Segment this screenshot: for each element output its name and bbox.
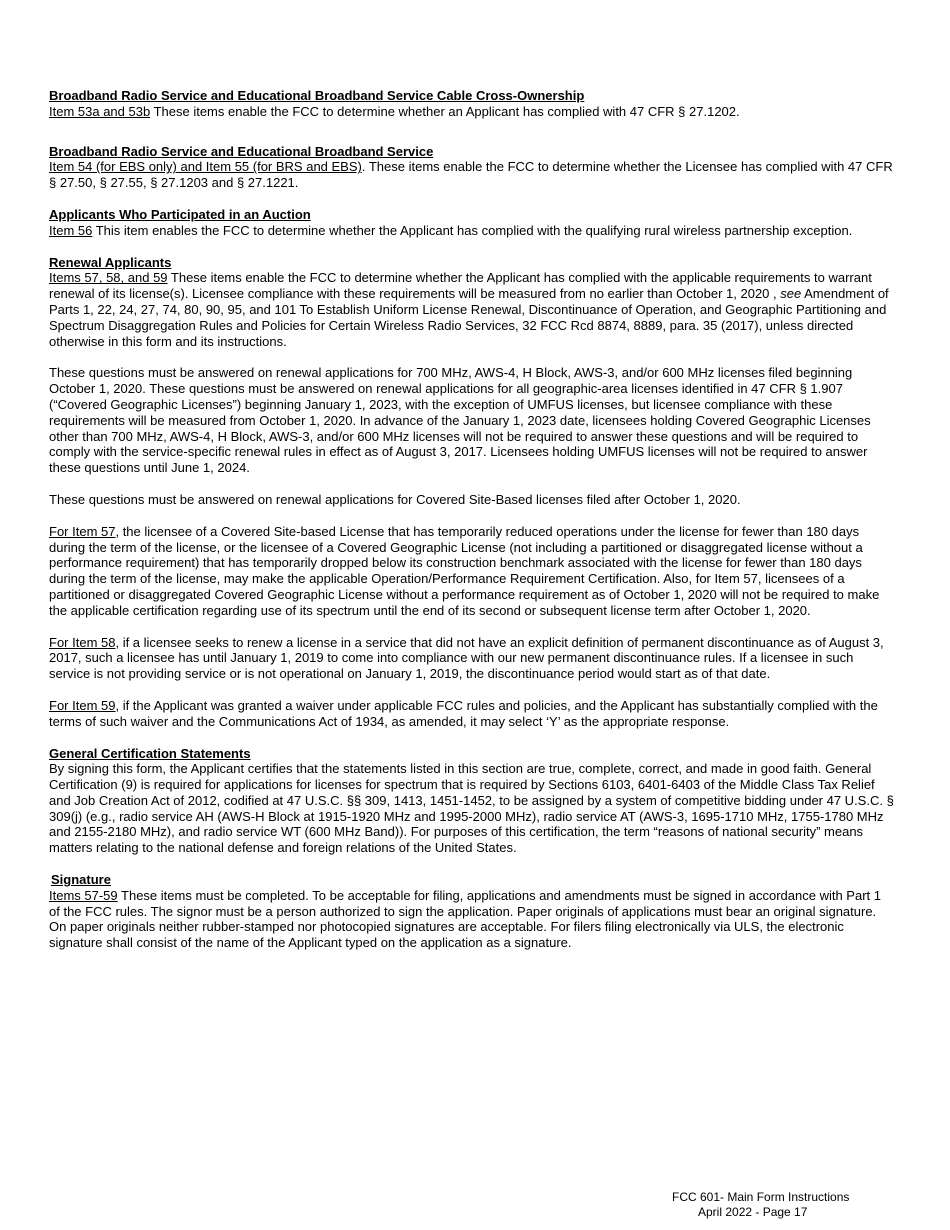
section-heading: Broadband Radio Service and Educational Broadband Service Cable Cross-Ownership: [49, 88, 585, 103]
document-body: [49, 88, 894, 967]
page-footer: [672, 1190, 872, 1220]
item-58-paragraph: For Item 58, if a licensee seeks to renew a license in a service that did not have an explicit definition of permanent discontinuance as of August 3, 2017, such a licensee has until January 1, 2019 to come into compliance with our new permanent discontinuance rules. If a licensee in such service is not providing service or is not operational on January 1, 2019, the discontinuance period would start as of that date.: [49, 634, 884, 682]
section-general-certification: [49, 746, 894, 857]
section-text: Item 54 (for EBS only) and Item 55 (for BRS and EBS). These items enable the FCC to determine whether the Licensee has complied with 47 CFR § 27.50, § 27.55, § 27.1203 and § 27.1221.: [49, 159, 893, 191]
item-reference: Items 57-59: [49, 887, 118, 903]
section-heading: General Certification Statements: [49, 745, 251, 761]
item-reference: For Item 59: [49, 697, 116, 713]
item-reference: Item 56: [49, 222, 93, 238]
section-heading: Broadband Radio Service and Educational Broadband Service: [49, 143, 434, 159]
section-text: Item 56 This item enables the FCC to determine whether the Applicant has complied with the qualifying rural wireless partnership exception.: [49, 222, 853, 238]
section-heading: Applicants Who Participated in an Auction: [49, 206, 311, 222]
item-reference: For Item 57: [49, 523, 116, 539]
item-reference: Items 57, 58, and 59: [49, 270, 168, 286]
section-heading: Renewal Applicants: [49, 254, 172, 270]
section-brs-ebs: [49, 144, 894, 191]
footer-page-number: April 2022 - Page 17: [698, 1205, 808, 1219]
section-text: Item 53a and 53b These items enable the FCC to determine whether an Applicant has complied with 47 CFR § 27.1202.: [49, 103, 740, 119]
section-heading: Signature: [51, 872, 111, 888]
renewal-paragraph-3: These questions must be answered on renewal applications for Covered Site-Based licenses filed after October 1, 2020.: [49, 491, 741, 507]
footer-form-title: FCC 601- Main Form Instructions: [672, 1190, 850, 1204]
item-reference: Item 53a and 53b: [49, 103, 151, 119]
section-renewal-applicants: [49, 255, 894, 730]
item-reference: For Item 58: [49, 634, 116, 650]
item-57-paragraph: For Item 57, the licensee of a Covered Site-based License that has temporarily reduced operations under the license for fewer than 180 days during the term of the license, or the licensee of a Covered Geographic License (not including a partitioned or disaggregated license without a performance requirement) that has temporarily dropped below its construction benchmark associated with the license for fewer than 180 days during the term of the license, may make the applicable Operation/Performance Requirement Certification. Also, for Item 57, licensees of a partitioned or disaggregated Covered Geographic License without a performance requirement as of October 1, 2020 will not be required to make the applicable certification regarding use of its spectrum until the end of its second or subsequent license term after October 1, 2020.: [49, 523, 880, 618]
item-59-paragraph: For Item 59, if the Applicant was granted a waiver under applicable FCC rules and policies, and the Applicant has substantially complied with the terms of such waiver and the Communications Act of 1934, as amended, it may select ‘Y’ as the appropriate response.: [49, 697, 878, 729]
renewal-intro: Items 57, 58, and 59 These items enable the FCC to determine whether the Applicant has complied with the applicable requirements to warrant renewal of its license(s). Licensee compliance with these requirements will be measured from no earlier than October 1, 2020 , see Amendment of Parts 1, 22, 24, 27, 74, 80, 90, 95, and 101 To Establish Uniform License Renewal, Discontinuance of Operation, and Geographic Partitioning and Spectrum Disaggregation Rules and Policies for Certain Wireless Radio Services, 32 FCC Rcd 8874, 8889, para. 35 (2017), unless directed otherwise in this form and its instructions.: [49, 270, 889, 349]
section-auction: [49, 207, 894, 239]
item-reference: Item 54 (for EBS only) and Item 55 (for BRS and EBS): [49, 159, 362, 175]
renewal-paragraph-2: These questions must be answered on renewal applications for 700 MHz, AWS-4, H Block, AWS-3, and/or 600 MHz licenses filed beginning October 1, 2020. These questions must be answered on renewal applications for all geographic-area licenses identified in 47 CFR § 1.907 (“Covered Geographic Licenses”) beginning January 1, 2023, with the exception of UMFUS licenses, but licensee compliance with these requirements will be measured from October 1, 2020. In advance of the January 1, 2023 date, licensees holding Covered Geographic Licenses other than 700 MHz, AWS-4, H Block, AWS-3, and/or 600 MHz licenses will not be required to answer these questions and will be required to comply with the service-specific renewal rules in effect as of August 3, 2017. Licensees holding UMFUS licenses will not be required to answer these questions until June 1, 2024.: [49, 365, 871, 476]
section-cable-cross-ownership: [49, 88, 894, 120]
section-signature: [49, 872, 894, 951]
section-text: Items 57-59 These items must be completed. To be acceptable for filing, applications and amendments must be signed in accordance with Part 1 of the FCC rules. The signor must be a person authorized to sign the application. Paper originals of applications must bear an original signature. On paper originals neither rubber-stamped nor photocopied signatures are acceptable. For filers filing electronically via ULS, the electronic signature shall consist of the name of the Applicant typed on the application as a signature.: [49, 887, 881, 951]
section-text: By signing this form, the Applicant certifies that the statements listed in this section are true, complete, correct, and made in good faith. General Certification (9) is required for applications for licenses for spectrum that is required by Sections 6103, 6401-6403 of the Middle Class Tax Relief and Job Creation Act of 2012, codified at 47 U.S.C. §§ 309, 1413, 1451-1452, to be assigned by a system of competitive bidding under 47 U.S.C. § 309(j) (e.g., radio service AH (AWS-H Block at 1915-1920 MHz and 1995-2000 MHz), radio service AT (AWS-3, 1695-1710 MHz, 1755-1780 MHz and 2155-2180 MHz), and radio service WT (600 MHz Band)). For purposes of this certification, the term “reasons of national security” means matters relating to the national defense and foreign relations of the United States.: [49, 761, 894, 856]
